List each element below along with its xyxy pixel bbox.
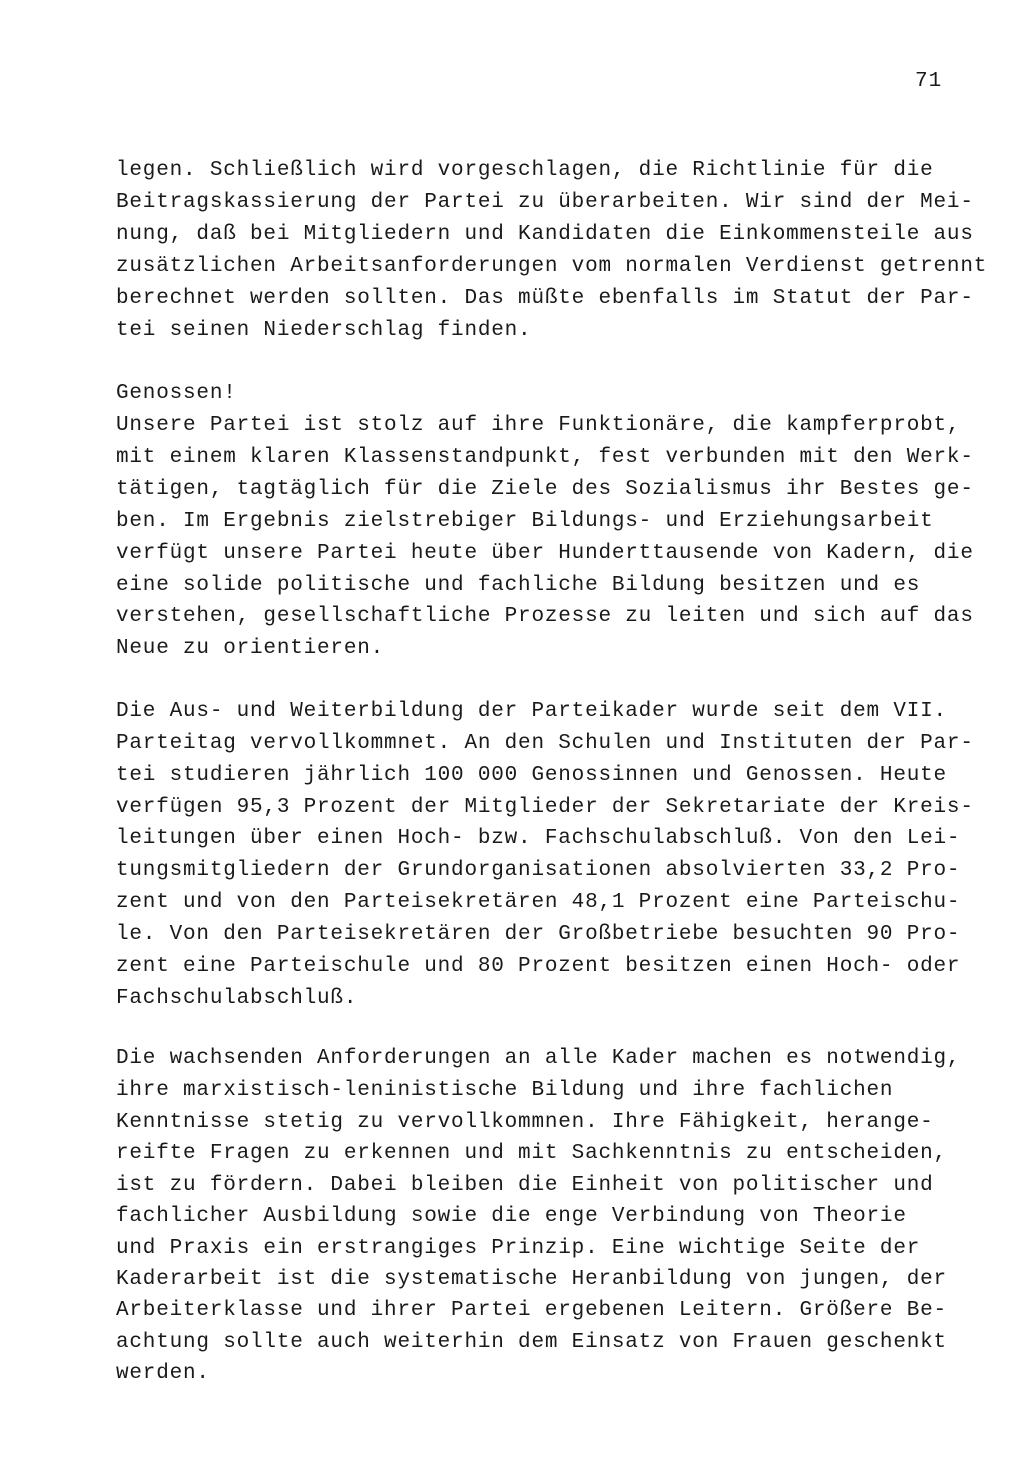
text-line: Fachschulabschluß. [116,987,358,1010]
text-line: berechnet werden sollten. Das müßte ebenfalls im Statut der Par- [116,287,974,310]
text-line: legen. Schließlich wird vorgeschlagen, die Richtlinie für die [116,159,934,182]
text-line: ihre marxistisch-leninistische Bildung und ihre fachlichen [116,1079,894,1102]
text-line: Neue zu orientieren. [116,637,385,660]
text-line: tei seinen Niederschlag finden. [116,319,532,342]
text-line: Die wachsenden Anforderungen an alle Kader machen es notwendig, [116,1047,961,1070]
text-line: fachlicher Ausbildung sowie die enge Verbindung von Theorie [116,1205,907,1228]
text-line: zusätzlichen Arbeitsanforderungen vom normalen Verdienst getrennt [116,255,988,278]
text-line: ben. Im Ergebnis zielstrebiger Bildungs- und Erziehungsarbeit [116,510,934,533]
text-line: Parteitag vervollkommnet. An den Schulen und Instituten der Par- [116,732,974,755]
text-line: Die Aus- und Weiterbildung der Parteikader wurde seit dem VII. [116,700,947,723]
text-line: Arbeiterklasse und ihrer Partei ergebenen Leitern. Größere Be- [116,1299,947,1322]
text-line: le. Von den Parteisekretären der Großbetriebe besuchten 90 Pro- [116,923,961,946]
page-number: 71 [915,70,943,93]
text-line: werden. [116,1362,210,1385]
text-line: Beitragskassierung der Partei zu überarbeiten. Wir sind der Mei- [116,191,974,214]
text-line: achtung sollte auch weiterhin dem Einsatz von Frauen geschenkt [116,1331,947,1354]
text-line: zent eine Parteischule und 80 Prozent besitzen einen Hoch- oder [116,955,961,978]
text-line: nung, daß bei Mitgliedern und Kandidaten die Einkommensteile aus [116,223,974,246]
text-line: mit einem klaren Klassenstandpunkt, fest verbunden mit den Werk- [116,446,974,469]
text-line: verstehen, gesellschaftliche Prozesse zu leiten und sich auf das [116,605,974,628]
salutation: Genossen! [116,382,237,405]
text-line: tungsmitgliedern der Grundorganisationen absolvierten 33,2 Pro- [116,859,961,882]
text-line: zent und von den Parteisekretären 48,1 Prozent eine Parteischu- [116,891,961,914]
text-line: und Praxis ein erstrangiges Prinzip. Eine wichtige Seite der [116,1237,921,1260]
text-line: Unsere Partei ist stolz auf ihre Funktionäre, die kampferprobt, [116,414,961,437]
text-line: tei studieren jährlich 100 000 Genossinnen und Genossen. Heute [116,764,947,787]
text-line: verfügen 95,3 Prozent der Mitglieder der Sekretariate der Kreis- [116,796,974,819]
text-line: verfügt unsere Partei heute über Hunderttausende von Kadern, die [116,542,974,565]
text-line: eine solide politische und fachliche Bildung besitzen und es [116,574,921,597]
text-line: Kenntnisse stetig zu vervollkommnen. Ihre Fähigkeit, herange- [116,1111,934,1134]
text-line: reifte Fragen zu erkennen und mit Sachkenntnis zu entscheiden, [116,1142,947,1165]
text-line: leitungen über einen Hoch- bzw. Fachschulabschluß. Von den Lei- [116,827,961,850]
text-line: ist zu fördern. Dabei bleiben die Einheit von politischer und [116,1174,934,1197]
text-line: tätigen, tagtäglich für die Ziele des Sozialismus ihr Bestes ge- [116,478,974,501]
text-line: Kaderarbeit ist die systematische Heranbildung von jungen, der [116,1268,947,1291]
